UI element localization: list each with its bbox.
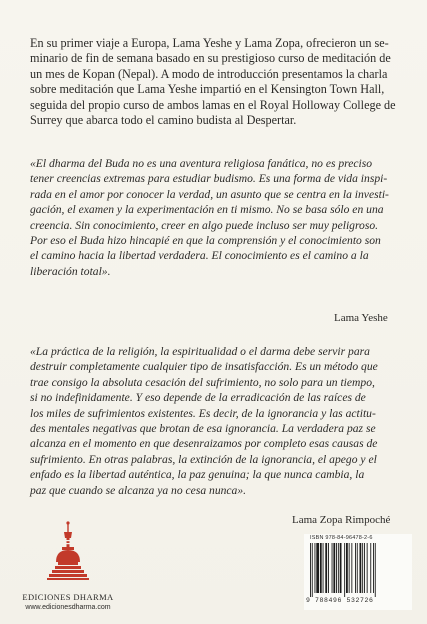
barcode-bar (340, 543, 342, 593)
barcode-bar (375, 543, 376, 597)
quote-line: rada en el amor por conocer la verdad, un asunto que se centra en la investi- (30, 187, 389, 201)
quote-author: Lama Yeshe (334, 312, 388, 324)
intro-paragraph (30, 36, 402, 128)
barcode-bar (370, 543, 371, 593)
quote-line: tener creencias extremas para estudiar budismo. Es una forma de vida inspi- (30, 172, 388, 186)
barcode-icon (308, 543, 408, 597)
barcode-bar (338, 543, 339, 593)
barcode-bar (310, 543, 311, 597)
quote-line: creencia. Sin conocimiento, creer en algo puede incluso ser muy peligroso. (30, 218, 379, 232)
quote-line: sufrimiento. En otras palabras, la extinción de la ignorancia, el apego y el (30, 452, 377, 466)
barcode-bar (316, 543, 319, 593)
quote-line: trae consigo la absoluta cesación del sufrimiento, no solo para un tiempo, (30, 375, 375, 389)
quote-line: el camino hacia la libertad verdadera. El conocimiento es el camino a la (30, 249, 369, 263)
barcode-bar (357, 543, 358, 593)
barcode-bar (362, 543, 363, 593)
intro-line: sobre meditación que Lama Yeshe impartió en el Kensington Town Hall, (30, 82, 385, 97)
stupa-icon (47, 520, 89, 590)
quote-line: enfado es la libertad auténtica, la paz genuina; la que nunca cambia, la (30, 468, 365, 482)
intro-line: En su primer viaje a Europa, Lama Yeshe y Lama Zopa, ofrecieron un se- (30, 36, 389, 50)
isbn-barcode-block (304, 534, 412, 610)
barcode-bar (320, 543, 322, 593)
quote-lama-zopa (30, 344, 402, 498)
quote-line: «El dharma del Buda no es una aventura religiosa fanática, no es preciso (30, 157, 373, 170)
barcode-bar (349, 543, 350, 593)
barcode-bar (346, 543, 348, 593)
barcode-bar (336, 543, 337, 593)
barcode-bar (355, 543, 356, 593)
barcode-bar (315, 543, 316, 593)
quote-line: «La práctica de la religión, la espiritualidad o el darma debe servir para (30, 345, 370, 358)
quote-line: destruir completamente cualquier tipo de insatisfacción. Es un método que (30, 360, 378, 374)
barcode-bar (360, 543, 362, 593)
barcode-bar (373, 543, 374, 593)
barcode-bar (344, 543, 345, 597)
quote-author: Lama Zopa Rimpoché (292, 514, 391, 526)
quote-line: alcanza en el momento en que desenraizamos por completo esas causas de (30, 437, 378, 451)
quote-line: Por eso el Buda hizo hincapié en que la comprensión y el conocimiento son (30, 234, 381, 248)
quote-line: des mentales negativas que brotan de esa ignorancia. La verdadera paz se (30, 422, 376, 436)
barcode-bar (332, 543, 333, 593)
publisher-logo (18, 520, 118, 618)
intro-line: seguida del propio curso de ambos lamas en el Royal Holloway College de (30, 97, 396, 112)
intro-line: minario de fin de semana basado en su prestigioso curso de meditación de (30, 51, 391, 66)
barcode-bar (312, 543, 313, 597)
barcode-bar (328, 543, 329, 593)
barcode-bar (351, 543, 352, 593)
quote-lama-yeshe (30, 156, 402, 279)
quote-line: los miles de sufrimientos existentes. Es decir, de la ignorancia y las actitu- (30, 406, 376, 420)
isbn-label: ISBN 978-84-96478-2-6 (310, 535, 373, 541)
barcode-bar (364, 543, 365, 593)
barcode-bar (333, 543, 335, 593)
intro-line: Surrey que abarca todo el camino budista al Despertar. (30, 113, 297, 128)
quote-line: gación, el examen y la experimentación en ti mismo. No se basa sólo en una (30, 203, 384, 217)
barcode-bar (323, 543, 324, 593)
ean-digits: 9 788496 532726 (306, 597, 374, 604)
quote-line: paz que cuando se alcanza ya no cesa nunca». (30, 483, 247, 497)
barcode-bar (367, 543, 368, 593)
barcode-bar (325, 543, 327, 593)
quote-line: liberación total». (30, 264, 111, 278)
publisher-url: www.edicionesdharma.com (25, 604, 111, 611)
intro-line: un mes de Kopan (Nepal). A modo de introducción presentamos la charla (30, 66, 388, 81)
publisher-name: EDICIONES DHARMA (22, 592, 114, 602)
quote-line: si no indefinidamente. Y eso depende de la erradicación de las raíces de (30, 391, 366, 405)
